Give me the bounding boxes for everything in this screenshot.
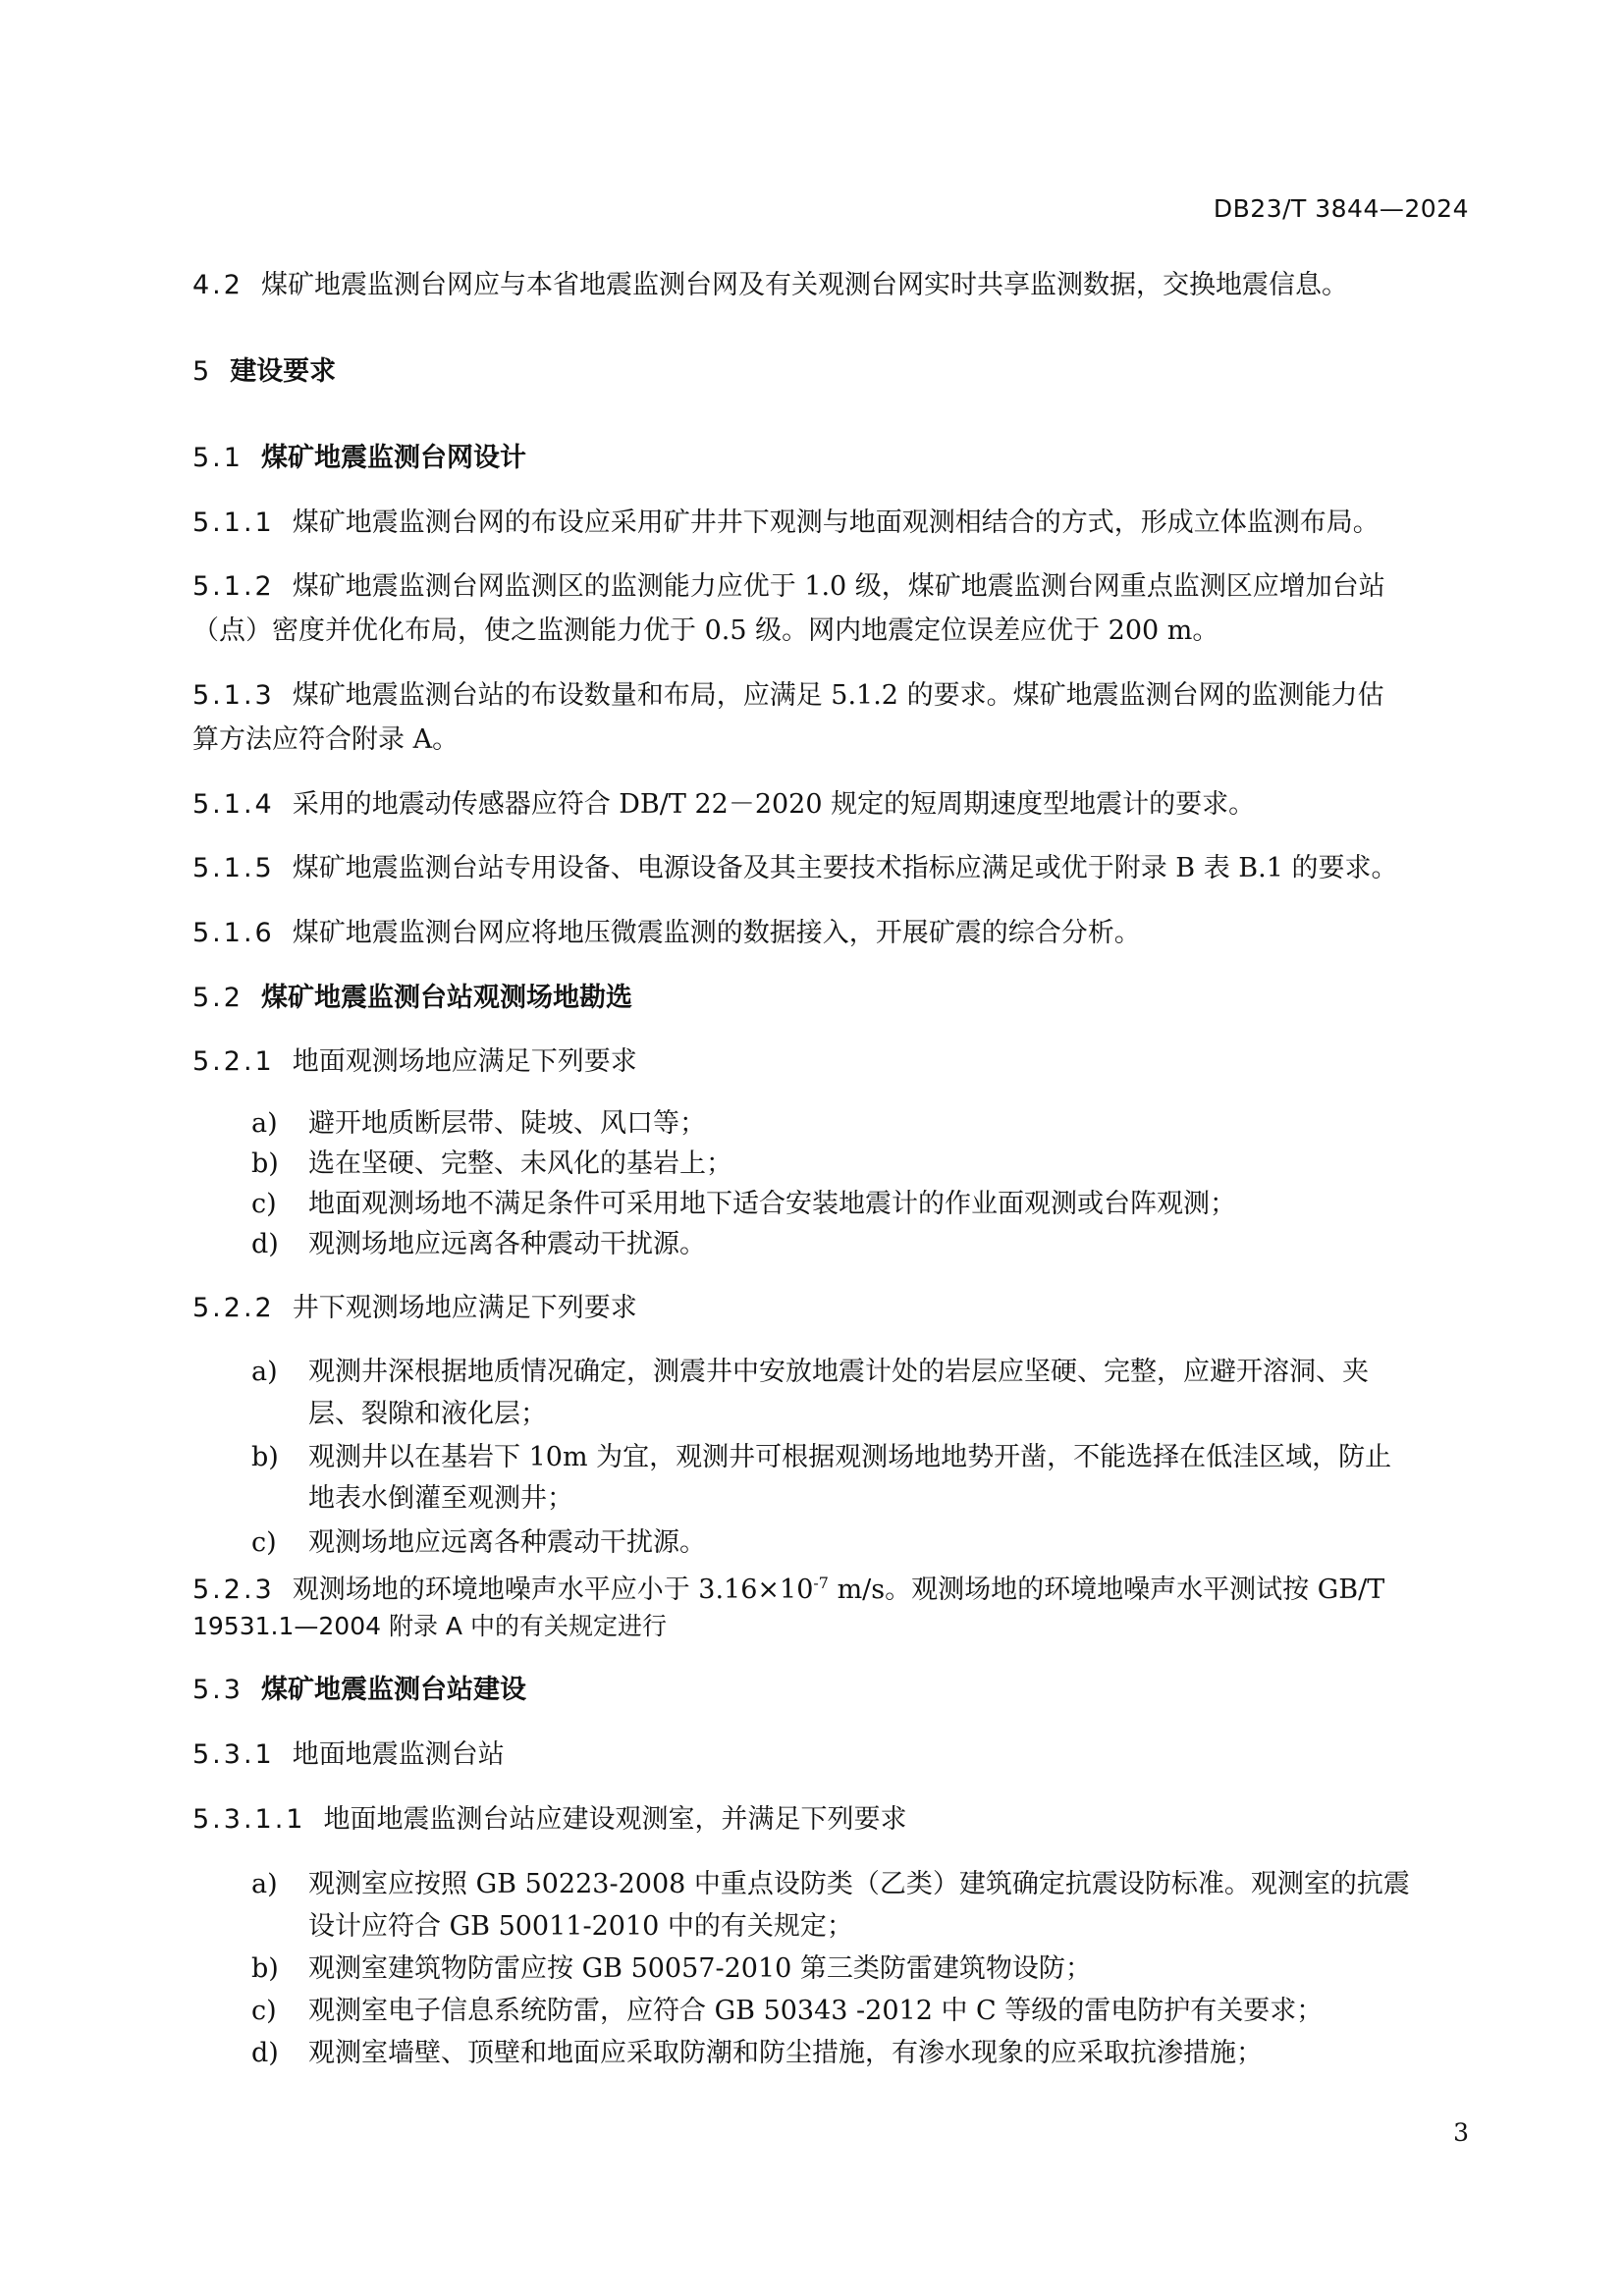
clause-text: 地面地震监测台站应建设观测室，并满足下列要求	[323, 1804, 907, 1835]
clause-number: 4.2	[192, 270, 244, 300]
list-marker: c)	[251, 1527, 277, 1558]
section-5-heading	[192, 349, 1469, 394]
clause-number: 5.2.2	[192, 1293, 275, 1323]
list-item	[251, 2031, 1469, 2075]
list-item	[251, 1989, 1469, 2033]
section-5-3-heading	[192, 1668, 1469, 1712]
clause-text-part-1: 观测场地的环境地噪声水平应小于 3.16×10	[292, 1575, 814, 1605]
list-item-continuation: 地表水倒灌至观测井；	[308, 1483, 573, 1514]
section-number: 5.3	[192, 1675, 244, 1705]
exponent: -7	[813, 1574, 829, 1592]
clause-5-1-1	[192, 501, 1469, 545]
clause-number: 5.1.5	[192, 853, 275, 883]
list-item-text: 观测室墙壁、顶壁和地面应采取防潮和防尘措施，有渗水现象的应采取抗渗措施；	[308, 2038, 1263, 2068]
clause-text: 煤矿地震监测台网的布设应采用矿井井下观测与地面观测相结合的方式，形成立体监测布局。	[292, 507, 1380, 538]
list-item	[251, 1947, 1469, 1991]
list-marker: b)	[251, 1442, 279, 1472]
list-item-text: 观测室应按照 GB 50223-2008 中重点设防类（乙类）建筑确定抗震设防标准。观测室的抗震	[308, 1869, 1410, 1899]
clause-number: 5.2.1	[192, 1046, 275, 1077]
clause-5-2-1	[192, 1040, 1469, 1084]
clause-number: 5.3.1	[192, 1739, 275, 1770]
clause-text: 地面地震监测台站	[292, 1739, 505, 1770]
list-marker: b)	[251, 1953, 279, 1984]
list-item	[251, 1142, 1469, 1186]
list-marker: d)	[251, 2038, 279, 2068]
list-marker: a)	[251, 1108, 278, 1139]
list-item-text: 避开地质断层带、陡坡、风口等；	[308, 1108, 706, 1139]
clause-number: 5.1.4	[192, 789, 275, 820]
clause-text: 煤矿地震监测台网应与本省地震监测台网及有关观测台网实时共享监测数据，交换地震信息。	[260, 270, 1348, 300]
list-item	[251, 1182, 1469, 1226]
clause-number: 5.2.3	[192, 1575, 275, 1605]
clause-number: 5.3.1.1	[192, 1804, 306, 1835]
list-item	[251, 1862, 1469, 1906]
clause-text: 井下观测场地应满足下列要求	[292, 1293, 637, 1323]
clause-5-1-5	[192, 846, 1469, 890]
section-title: 建设要求	[230, 356, 337, 387]
page-number: 3	[1453, 2118, 1469, 2147]
list-item	[251, 1435, 1469, 1479]
clause-5-2-3-continuation: 19531.1—2004 附录 A 中的有关规定进行	[192, 1612, 667, 1640]
clause-text-line-1: 煤矿地震监测台网监测区的监测能力应优于 1.0 级，煤矿地震监测台网重点监测区应增加台站	[292, 571, 1385, 602]
clause-text: 煤矿地震监测台站专用设备、电源设备及其主要技术指标应满足或优于附录 B 表 B.1 的要求。	[292, 853, 1398, 883]
section-5-2-heading	[192, 976, 1469, 1020]
list-marker: c)	[251, 1996, 277, 2026]
list-item	[251, 1521, 1469, 1565]
clause-number: 5.1.2	[192, 571, 275, 602]
list-marker: a)	[251, 1357, 278, 1387]
section-number: 5.1	[192, 443, 244, 473]
list-marker: b)	[251, 1148, 279, 1179]
list-item-continuation: 设计应符合 GB 50011-2010 中的有关规定；	[308, 1911, 853, 1942]
clause-number: 5.1.3	[192, 680, 275, 711]
clause-5-3-1-1	[192, 1797, 1469, 1842]
clause-5-1-2	[192, 564, 1469, 609]
section-number: 5	[192, 356, 213, 387]
section-title: 煤矿地震监测台站建设	[260, 1675, 526, 1705]
list-item-text: 观测室建筑物防雷应按 GB 50057-2010 第三类防雷建筑物设防；	[308, 1953, 1092, 1984]
clause-text: 采用的地震动传感器应符合 DB/T 22－2020 规定的短周期速度型地震计的要求。	[292, 789, 1256, 820]
clause-5-1-3	[192, 673, 1469, 718]
clause-text: 煤矿地震监测台网应将地压微震监测的数据接入，开展矿震的综合分析。	[292, 918, 1141, 948]
list-marker: d)	[251, 1229, 279, 1259]
section-5-1-heading	[192, 436, 1469, 480]
clause-5-1-4	[192, 782, 1469, 827]
section-number: 5.2	[192, 983, 244, 1013]
list-item-continuation: 层、裂隙和液化层；	[308, 1399, 547, 1429]
clause-4-2	[192, 263, 1469, 307]
list-item	[251, 1101, 1469, 1146]
list-item-text: 观测场地应远离各种震动干扰源。	[308, 1229, 706, 1259]
list-item-text: 观测场地应远离各种震动干扰源。	[308, 1527, 706, 1558]
clause-text-part-2: m/s。观测场地的环境地噪声水平测试按 GB/T	[828, 1575, 1385, 1605]
section-title: 煤矿地震监测台站观测场地勘选	[260, 983, 632, 1013]
clause-5-1-3-continuation: 算方法应符合附录 A。	[192, 724, 460, 755]
clause-number: 5.1.1	[192, 507, 275, 538]
clause-5-3-1	[192, 1733, 1469, 1777]
clause-text: 地面观测场地应满足下列要求	[292, 1046, 637, 1077]
list-item-text: 观测井以在基岩下 10m 为宜，观测井可根据观测场地地势开凿，不能选择在低洼区域，防止	[308, 1442, 1392, 1472]
list-item-text: 地面观测场地不满足条件可采用地下适合安装地震计的作业面观测或台阵观测；	[308, 1189, 1236, 1219]
list-marker: c)	[251, 1189, 277, 1219]
clause-number: 5.1.6	[192, 918, 275, 948]
list-item-text: 观测室电子信息系统防雷，应符合 GB 50343 -2012 中 C 等级的雷电防护有关要求；	[308, 1996, 1324, 2026]
clause-5-1-2-continuation: （点）密度并优化布局，使之监测能力优于 0.5 级。网内地震定位误差应优于 200 m。	[192, 615, 1219, 646]
clause-5-1-6	[192, 911, 1469, 955]
list-marker: a)	[251, 1869, 278, 1899]
document-code-header: DB23/T 3844—2024	[1213, 194, 1469, 223]
section-title: 煤矿地震监测台网设计	[260, 443, 526, 473]
list-item-text: 观测井深根据地质情况确定，测震井中安放地震计处的岩层应坚硬、完整，应避开溶洞、夹	[308, 1357, 1369, 1387]
list-item	[251, 1350, 1469, 1394]
clause-text-line-1: 煤矿地震监测台站的布设数量和布局，应满足 5.1.2 的要求。煤矿地震监测台网的监测能力估	[292, 680, 1384, 711]
list-item	[251, 1222, 1469, 1266]
list-item-text: 选在坚硬、完整、未风化的基岩上；	[308, 1148, 732, 1179]
clause-5-2-2	[192, 1286, 1469, 1330]
